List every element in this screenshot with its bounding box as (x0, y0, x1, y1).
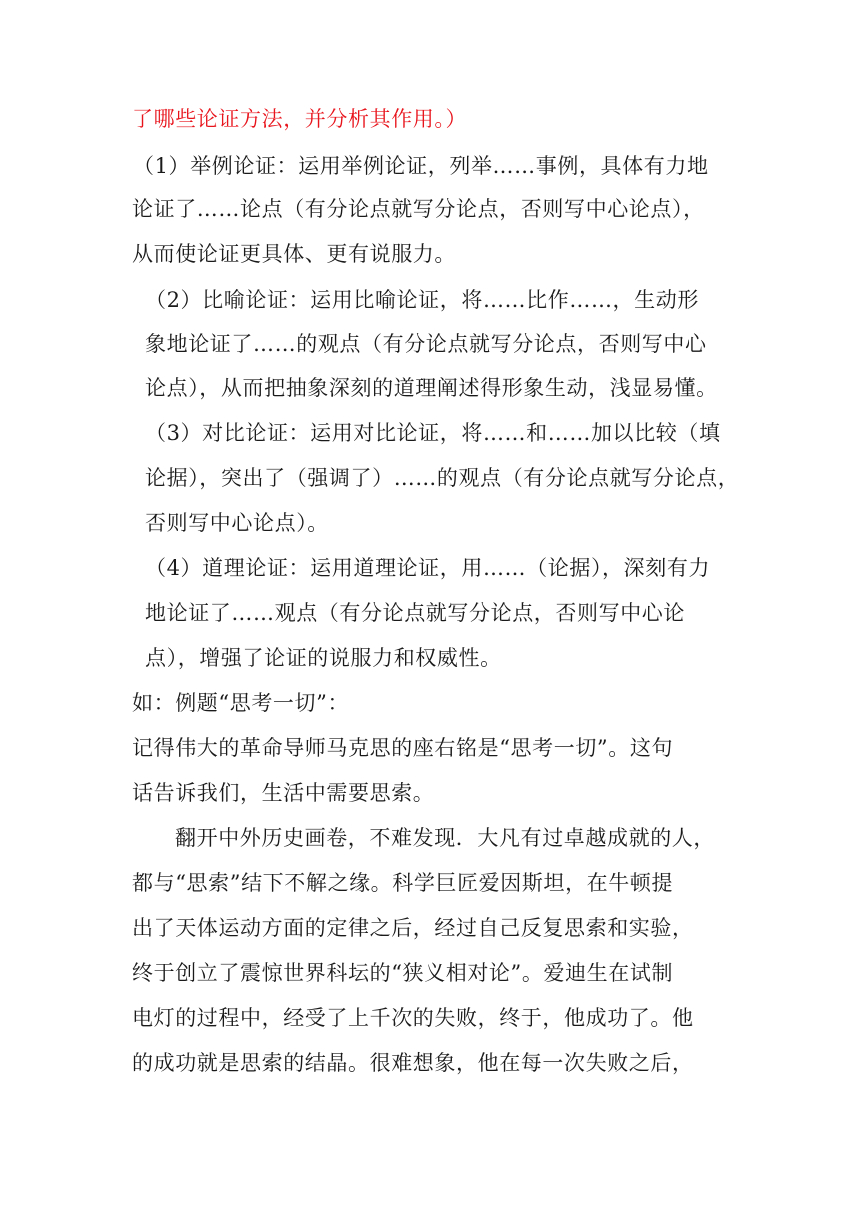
method-example-line-1: （1）举例论证：运用举例论证，列举……事例，具体有力地 (133, 154, 709, 178)
method-contrast-line-3: 否则写中心论点）。 (145, 511, 329, 535)
paragraph-2-line-1: 翻开中外历史画卷，不难发现．大凡有过卓越成就的人， (175, 826, 715, 850)
method-example-line-2: 论证了……论点（有分论点就写分论点，否则写中心论点）， (132, 197, 705, 221)
paragraph-1-line-1: 记得伟大的革命导师马克思的座右铭是“思考一切”。这句 (132, 736, 674, 760)
paragraph-1-line-2: 话告诉我们，生活中需要思索。 (132, 781, 435, 805)
method-reasoning-line-1: （4）道理论证：运用道理论证，用……（论据），深刻有力 (145, 556, 711, 580)
method-metaphor-line-1: （2）比喻论证：运用比喻论证，将……比作……，生动形 (145, 288, 699, 312)
method-contrast-line-2: 论据），突出了（强调了）……的观点（有分论点就写分论点， (145, 466, 740, 490)
method-reasoning-line-3: 点），增强了论证的说服力和权威性。 (145, 646, 502, 670)
paragraph-2-line-2: 都与“思索”结下不解之缘。科学巨匠爱因斯坦，在牛顿提 (132, 871, 674, 895)
example-intro: 如：例题“思考一切”： (132, 691, 350, 715)
method-metaphor-line-3: 论点），从而把抽象深刻的道理阐述得形象生动，浅显易懂。 (145, 376, 718, 400)
paragraph-2-line-4: 终于创立了震惊世界科坛的“狭义相对论”。爱迪生在试制 (132, 961, 674, 985)
method-contrast-line-1: （3）对比论证：运用对比论证，将……和……加以比较（填 (145, 421, 721, 445)
instruction-line: 了哪些论证方法，并分析其作用。） (132, 107, 468, 131)
method-reasoning-line-2: 地论证了……观点（有分论点就写分论点，否则写中心论 (145, 601, 685, 625)
method-example-line-3: 从而使论证更具体、更有说服力。 (132, 242, 456, 266)
paragraph-2-line-5: 电灯的过程中，经受了上千次的失败，终于，他成功了。他 (132, 1006, 694, 1030)
method-metaphor-line-2: 象地论证了……的观点（有分论点就写分论点，否则写中心 (145, 332, 707, 356)
paragraph-2-line-3: 出了天体运动方面的定律之后，经过自己反复思索和实验， (132, 916, 694, 940)
paragraph-2-line-6: 的成功就是思索的结晶。很难想象，他在每一次失败之后， (132, 1051, 694, 1075)
